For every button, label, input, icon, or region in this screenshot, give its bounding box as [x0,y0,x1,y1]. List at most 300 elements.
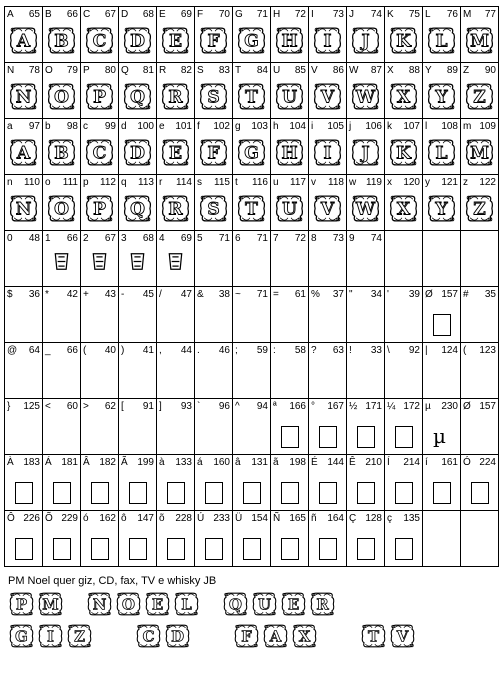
ornamental-letter-icon [198,134,229,171]
glyph-label [121,513,154,524]
glyph-char: U [273,65,281,76]
ornamental-letter-icon [426,78,457,115]
glyph-cell [5,455,43,511]
glyph-cell [347,63,385,119]
ornamental-letter-icon [464,22,495,59]
glyph-code: 48 [28,233,40,244]
grid-row [5,175,499,231]
svg-text:N: N [15,87,32,108]
glyph-char: Ô [7,513,15,524]
svg-text:C: C [92,31,107,52]
glyph-code: 104 [289,121,306,132]
glyph-char: - [121,289,125,300]
glyph-cell [81,511,119,567]
sample-ornamental-letter-icon [233,622,260,650]
glyph-label [349,121,382,132]
ornamental-letter-icon [8,78,39,115]
glyph-cell [5,63,43,119]
missing-glyph-box [357,482,375,504]
glyph-char: D [121,9,129,20]
glyph-code: 198 [289,457,306,468]
glyph-label [197,513,230,524]
missing-glyph-box [15,482,33,504]
glyph-cell [271,63,309,119]
glyph-cell [119,399,157,455]
glyph-cell [271,343,309,399]
glyph-label [121,457,154,468]
glyph-label [463,65,496,76]
ornamental-letter-icon [84,78,115,115]
svg-text:E: E [169,31,182,52]
glyph-cell [385,511,423,567]
glyph-label [83,121,116,132]
ornamental-letter-icon [274,134,305,171]
glyph-code: 71 [256,289,268,300]
glyph-cell [347,343,385,399]
glyph-cell [119,511,157,567]
glyph-code: 182 [99,457,116,468]
glyph-char: O [45,65,53,76]
glyph-char: n [7,177,13,188]
ornamental-letter-icon [46,134,77,171]
glyph-label [425,65,458,76]
missing-glyph-box [167,482,185,504]
svg-text:Z: Z [473,87,486,108]
glyph-code: 108 [441,121,458,132]
glyph-cell [43,399,81,455]
glyph-cell [81,175,119,231]
svg-text:S: S [207,199,220,220]
glyph-label [197,457,230,468]
glyph-code: 84 [256,65,268,76]
sample-ornamental-letter-icon [251,590,278,618]
glyph-code: 88 [408,65,420,76]
character-map-grid [4,6,499,567]
glyph-code: 71 [256,9,268,20]
glyph-char: [ [121,401,124,412]
glyph-label [197,121,230,132]
glyph-char: 4 [159,233,165,244]
glyph-code: 34 [370,289,382,300]
glyph-cell [81,455,119,511]
sample-ornamental-letter-icon [86,590,113,618]
glyph-cell [43,511,81,567]
glyph-code: 128 [365,513,382,524]
glyph-char: . [197,345,200,356]
glyph-cell [5,175,43,231]
svg-text:M: M [470,31,489,52]
glyph-label [45,457,78,468]
svg-text:G: G [244,143,259,164]
svg-text:F: F [207,143,220,164]
ornamental-letter-icon [312,22,343,59]
glyph-code: 161 [441,457,458,468]
glyph-cell [195,287,233,343]
svg-text:C: C [142,627,155,646]
glyph-label [121,345,154,356]
glyph-label [349,345,382,356]
glyph-char: Ó [463,457,471,468]
glyph-char: ç [387,513,392,524]
glyph-code: 42 [66,289,78,300]
svg-text:A: A [16,143,31,164]
glyph-cell [5,119,43,175]
svg-text:C: C [92,143,107,164]
glyph-cell [195,455,233,511]
svg-text:P: P [93,87,106,108]
micro-symbol: µ [433,424,446,448]
sample-ornamental-letter-icon [37,590,64,618]
glyph-label [273,289,306,300]
ornamental-letter-icon [388,134,419,171]
ornamental-letter-icon [236,22,267,59]
svg-text:X: X [298,627,311,646]
svg-text:Z: Z [473,199,486,220]
glyph-char: Z [463,65,470,76]
glyph-char: S [197,65,204,76]
glyph-char: e [159,121,165,132]
glyph-cell [195,399,233,455]
glyph-label [235,289,268,300]
sample-ornamental-letter-icon [37,622,64,650]
missing-glyph-box [395,426,413,448]
glyph-cell [309,287,347,343]
glyph-cell [347,455,385,511]
glyph-code: 65 [28,9,40,20]
glyph-label [273,457,306,468]
missing-glyph-box [319,482,337,504]
missing-glyph-box [281,426,299,448]
glyph-char: F [197,9,204,20]
glyph-label [311,177,344,188]
glyph-cell [157,7,195,63]
glyph-char: t [235,177,238,188]
glyph-cell [233,455,271,511]
glyph-cell [309,455,347,511]
ornamental-letter-icon [84,190,115,227]
glyph-char: ; [235,345,238,356]
glyph-code: 58 [294,345,306,356]
svg-text:B: B [54,31,69,52]
glyph-code: 64 [28,345,40,356]
glyph-code: 94 [256,401,268,412]
glyph-cell [423,119,461,175]
glyph-cell [385,63,423,119]
ornamental-letter-icon [8,134,39,171]
glyph-label [7,345,40,356]
glyph-code: 45 [142,289,154,300]
glyph-label [7,121,40,132]
svg-text:D: D [130,31,145,52]
svg-text:F: F [207,31,220,52]
glyph-char: ° [311,401,315,412]
svg-text:U: U [282,199,297,220]
glyph-code: 91 [142,401,154,412]
glyph-char: $ [7,289,13,300]
glyph-cell [195,63,233,119]
glyph-cell [119,287,157,343]
glyph-cell [271,7,309,63]
glyph-label [7,457,40,468]
glyph-code: 106 [365,121,382,132]
glyph-code: 67 [104,233,116,244]
glyph-cell [347,175,385,231]
ornamental-letter-icon [426,134,457,171]
glyph-label [159,345,192,356]
glyph-cell [157,119,195,175]
glyph-code: 162 [99,513,116,524]
glyph-label [387,9,420,20]
glyph-cell [233,343,271,399]
glyph-char: b [45,121,51,132]
glyph-cell [81,343,119,399]
svg-text:I: I [323,143,332,164]
glyph-code: 199 [137,457,154,468]
glyph-char: É [311,457,318,468]
glyph-cell [157,399,195,455]
glyph-char: á [197,457,203,468]
glyph-label [83,345,116,356]
glyph-label [45,289,78,300]
glyph-code: 157 [479,401,496,412]
sample-space [340,622,360,650]
glyph-cell [81,7,119,63]
glyph-cell [423,399,461,455]
glyph-char: & [197,289,204,300]
glyph-code: 74 [370,9,382,20]
glyph-cell [271,231,309,287]
sample-ornamental-letter-icon [66,622,93,650]
glyph-label [159,121,192,132]
glyph-char: x [387,177,392,188]
glyph-char: A [7,9,14,20]
glyph-char: 0 [7,233,13,244]
glyph-char: o [45,177,51,188]
glyph-label [45,121,78,132]
ornamental-letter-icon [84,22,115,59]
glyph-char: ñ [311,513,317,524]
sample-ornamental-letter-icon [291,622,318,650]
glyph-code: 131 [251,457,268,468]
glyph-char: Ñ [273,513,281,524]
missing-glyph-box [357,538,375,560]
grid-row [5,63,499,119]
glyph-label [425,345,458,356]
glyph-label [387,513,420,524]
glyph-code: 112 [100,177,116,188]
glyph-cell [347,119,385,175]
glyph-code: 68 [142,233,154,244]
glyph-char: M [463,9,472,20]
glyph-cell [385,399,423,455]
glyph-char: p [83,177,89,188]
glyph-label [425,289,458,300]
glyph-label [349,513,382,524]
sample-space [213,622,233,650]
glyph-cell [461,119,499,175]
missing-glyph-box [395,538,413,560]
svg-text:K: K [396,143,411,164]
glyph-code: 82 [180,65,192,76]
svg-text:O: O [122,595,135,614]
glyph-cell [81,63,119,119]
glyph-code: 118 [328,177,344,188]
glyph-code: 133 [175,457,192,468]
glyph-char: 1 [45,233,51,244]
glyph-code: 66 [66,9,78,20]
glyph-code: 183 [23,457,40,468]
glyph-label [463,289,496,300]
glyph-code: 77 [484,9,496,20]
glyph-label [197,233,230,244]
glyph-char: ' [387,289,389,300]
ornamental-letter-icon [160,78,191,115]
glyph-code: 107 [403,121,420,132]
glyph-cell [43,455,81,511]
glyph-char: ~ [235,289,241,300]
glyph-code: 121 [441,177,458,188]
glyph-label [83,513,116,524]
glyph-code: 117 [290,177,306,188]
glyph-code: 147 [137,513,154,524]
ornamental-letter-icon [312,190,343,227]
ornamental-letter-icon [46,78,77,115]
glyph-label [197,9,230,20]
glyph-code: 226 [23,513,40,524]
glyph-char: / [159,289,162,300]
glyph-label [349,289,382,300]
glyph-code: 110 [24,177,40,188]
glyph-label [7,177,40,188]
glyph-code: 98 [66,121,78,132]
glyph-char: 9 [349,233,355,244]
glyph-label [273,65,306,76]
glyph-code: 41 [142,345,154,356]
glyph-label [45,513,78,524]
missing-glyph-box [15,538,33,560]
glyph-label [387,289,420,300]
glyph-cell [385,455,423,511]
glyph-label [273,233,306,244]
svg-text:I: I [47,627,54,646]
glyph-label [235,9,268,20]
glyph-cell [271,455,309,511]
ornamental-letter-icon [274,78,305,115]
glyph-label [273,177,306,188]
glyph-char: Ê [349,457,356,468]
glyph-label [159,233,192,244]
glyph-code: 81 [142,65,154,76]
glyph-char: 8 [311,233,317,244]
glyph-label [349,65,382,76]
glyph-label [349,457,382,468]
missing-glyph-box [167,538,185,560]
glyph-char: j [349,121,352,132]
glyph-char: a [7,121,13,132]
svg-text:H: H [281,143,298,164]
glyph-cell [233,231,271,287]
glyph-label [121,289,154,300]
glyph-char: | [425,345,428,356]
glyph-label [197,289,230,300]
missing-glyph-box [129,538,147,560]
glyph-cell [461,511,499,567]
missing-glyph-box [53,538,71,560]
glyph-label [349,233,382,244]
missing-glyph-box [281,538,299,560]
glyph-cell [347,399,385,455]
glyph-char: , [159,345,162,356]
glyph-char: Ç [349,513,357,524]
glyph-code: 86 [332,65,344,76]
glyph-cell [271,287,309,343]
glyph-cell [309,231,347,287]
glyph-code: 72 [294,9,306,20]
svg-text:W: W [355,199,376,220]
glyph-code: 122 [479,177,496,188]
glyph-cell [195,231,233,287]
ornamental-letter-icon [388,78,419,115]
glyph-cell [233,63,271,119]
glyph-char: 6 [235,233,241,244]
glyph-label [83,177,116,188]
glyph-code: 62 [104,401,116,412]
glyph-cell [157,343,195,399]
glyph-char: 7 [273,233,279,244]
glyph-cell [43,175,81,231]
glyph-cell [233,119,271,175]
glyph-label [235,401,268,412]
glyph-label [463,345,496,356]
glyph-code: 157 [441,289,458,300]
glyph-code: 43 [104,289,116,300]
glyph-code: 229 [61,513,78,524]
glyph-label [159,177,192,188]
glyph-label [273,121,306,132]
glyph-code: 210 [365,457,382,468]
glyph-char: ª [273,401,277,412]
glyph-code: 111 [62,177,78,188]
glyph-code: 33 [370,345,382,356]
glyph-code: 85 [294,65,306,76]
svg-text:W: W [355,87,376,108]
ornamental-letter-icon [350,134,381,171]
glyph-cell [461,175,499,231]
ornamental-letter-icon [8,190,39,227]
glyph-label [121,121,154,132]
glyph-cell [385,231,423,287]
svg-text:S: S [207,87,220,108]
glyph-label [121,65,154,76]
glyph-code: 87 [370,65,382,76]
svg-text:Q: Q [130,199,145,220]
glyph-code: 97 [28,121,40,132]
glyph-char: i [311,121,314,132]
glyph-code: 233 [213,513,230,524]
glyph-cell [309,119,347,175]
glyph-label [463,401,496,412]
glyph-cell [271,511,309,567]
ornamental-letter-icon [198,190,229,227]
glyph-code: 119 [366,177,382,188]
sample-ornamental-letter-icon [144,590,171,618]
glyph-char: ã [273,457,279,468]
glyph-cell [43,343,81,399]
glyph-cell [461,343,499,399]
glyph-cell [157,511,195,567]
glyph-label [45,65,78,76]
glyph-cell [195,511,233,567]
